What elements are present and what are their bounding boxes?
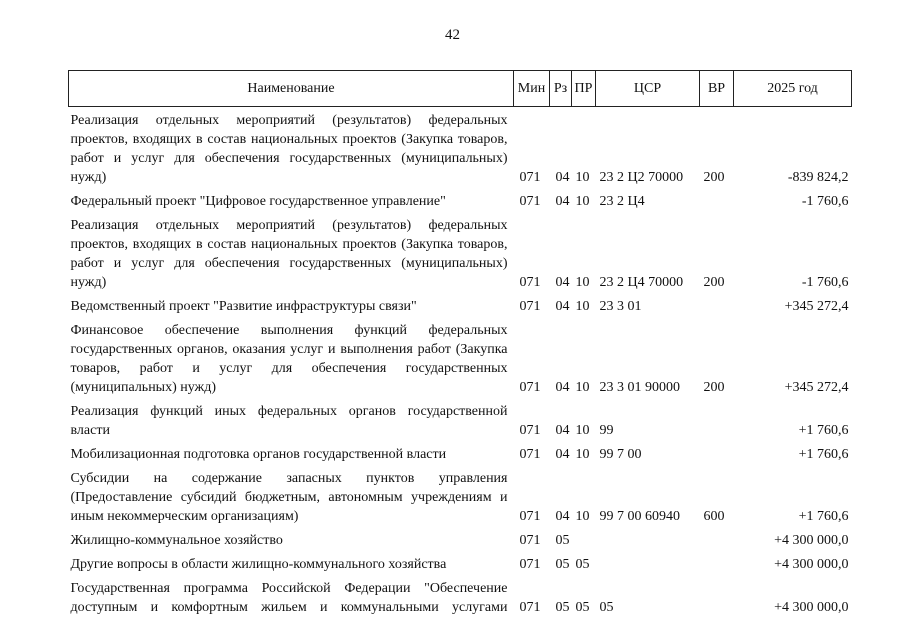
row-amount: -839 824,2 xyxy=(787,170,849,185)
row-min: 071 xyxy=(519,557,541,572)
header-name: Наименование xyxy=(69,71,514,107)
header-csr: ЦСР xyxy=(596,71,700,107)
row-pr: 10 xyxy=(575,170,590,185)
row-vr xyxy=(700,187,734,211)
row-vr xyxy=(700,526,734,550)
row-csr: 23 3 01 90000 xyxy=(599,380,680,395)
row-pr: 05 xyxy=(575,600,590,615)
row-vr: 200 xyxy=(703,380,725,395)
row-csr xyxy=(596,550,700,574)
row-amount: +4 300 000,0 xyxy=(774,557,849,572)
table-row xyxy=(69,292,852,316)
table-row xyxy=(69,211,852,292)
row-name: Реализация отдельных мероприятий (результатов) федеральных проектов, входящих в состав национальных проектов (Закупка товаров, работ и услуг для обеспечения государственных (муниципальных) нужд) xyxy=(70,113,508,185)
row-rz: 04 xyxy=(555,380,570,395)
row-csr: 05 xyxy=(599,600,614,615)
row-vr xyxy=(700,550,734,574)
row-pr: 10 xyxy=(575,509,590,524)
row-rz: 04 xyxy=(555,509,570,524)
row-name: Реализация функций иных федеральных органов государственной власти xyxy=(70,404,508,438)
row-rz: 04 xyxy=(555,275,570,290)
row-csr: 99 7 00 xyxy=(599,447,642,462)
table-row xyxy=(69,187,852,211)
table-row xyxy=(69,574,852,617)
row-vr: 600 xyxy=(703,509,725,524)
table-row xyxy=(69,316,852,397)
row-rz: 05 xyxy=(555,600,570,615)
row-min: 071 xyxy=(519,194,541,209)
row-min: 071 xyxy=(519,509,541,524)
header-rz: Рз xyxy=(550,71,572,107)
row-name: Другие вопросы в области жилищно-коммунального хозяйства xyxy=(70,557,447,572)
table-header-row xyxy=(69,71,852,107)
row-csr: 99 xyxy=(599,423,614,438)
row-rz: 05 xyxy=(555,557,570,572)
row-csr xyxy=(596,526,700,550)
row-rz: 04 xyxy=(555,447,570,462)
table-row xyxy=(69,464,852,526)
row-name: Федеральный проект "Цифровое государственное управление" xyxy=(70,194,446,209)
row-csr: 23 2 Ц4 xyxy=(599,194,645,209)
row-min: 071 xyxy=(519,275,541,290)
row-rz: 04 xyxy=(555,299,570,314)
table-row xyxy=(69,397,852,440)
row-pr: 10 xyxy=(575,423,590,438)
row-amount: -1 760,6 xyxy=(801,275,849,290)
row-amount: +4 300 000,0 xyxy=(774,600,849,615)
header-vr: ВР xyxy=(700,71,734,107)
row-rz: 04 xyxy=(555,170,570,185)
table-row xyxy=(69,440,852,464)
row-vr: 200 xyxy=(703,275,725,290)
row-min: 071 xyxy=(519,299,541,314)
row-min: 071 xyxy=(519,380,541,395)
row-rz: 04 xyxy=(555,423,570,438)
header-year: 2025 год xyxy=(734,71,852,107)
row-amount: +345 272,4 xyxy=(784,380,849,395)
header-pr: ПР xyxy=(572,71,596,107)
row-pr: 05 xyxy=(575,557,590,572)
row-amount: +345 272,4 xyxy=(784,299,849,314)
row-amount: +1 760,6 xyxy=(798,509,849,524)
row-vr xyxy=(700,292,734,316)
row-vr: 200 xyxy=(703,170,725,185)
row-csr: 23 2 Ц2 70000 xyxy=(599,170,684,185)
row-name: Ведомственный проект "Развитие инфраструктуры связи" xyxy=(70,299,417,314)
row-min: 071 xyxy=(519,447,541,462)
row-rz: 04 xyxy=(555,194,570,209)
row-csr: 23 2 Ц4 70000 xyxy=(599,275,684,290)
row-pr xyxy=(572,526,596,550)
row-name: Мобилизационная подготовка органов государственной власти xyxy=(70,447,447,462)
row-pr: 10 xyxy=(575,275,590,290)
row-name: Финансовое обеспечение выполнения функций федеральных государственных органов, оказания услуг и выполнения работ (Закупка товаров, работ и услуг для обеспечения государственных (муниципальных) нужд) xyxy=(70,323,508,395)
budget-table xyxy=(68,70,852,617)
row-name: Государственная программа Российской Федерации "Обеспечение доступным и комфортным жильем и коммунальными услугами xyxy=(70,581,508,615)
row-amount: +4 300 000,0 xyxy=(774,533,849,548)
row-csr: 99 7 00 60940 xyxy=(599,509,680,524)
row-amount: -1 760,6 xyxy=(801,194,849,209)
row-vr xyxy=(700,574,734,617)
row-name: Субсидии на содержание запасных пунктов управления (Предоставление субсидий бюджетным, автономным учреждениям и иным некоммерческим организациям) xyxy=(70,471,508,524)
row-vr xyxy=(700,397,734,440)
row-vr xyxy=(700,440,734,464)
row-min: 071 xyxy=(519,600,541,615)
row-min: 071 xyxy=(519,423,541,438)
row-rz: 05 xyxy=(555,533,570,548)
row-csr: 23 3 01 xyxy=(599,299,642,314)
row-pr: 10 xyxy=(575,194,590,209)
row-min: 071 xyxy=(519,533,541,548)
table-row xyxy=(69,526,852,550)
page-number: 42 xyxy=(445,27,460,43)
row-pr: 10 xyxy=(575,447,590,462)
row-pr: 10 xyxy=(575,299,590,314)
row-pr: 10 xyxy=(575,380,590,395)
table-row xyxy=(69,550,852,574)
row-name: Жилищно-коммунальное хозяйство xyxy=(70,533,283,548)
row-min: 071 xyxy=(519,170,541,185)
table-row xyxy=(69,107,852,188)
row-amount: +1 760,6 xyxy=(798,423,849,438)
row-amount: +1 760,6 xyxy=(798,447,849,462)
header-min: Мин xyxy=(514,71,550,107)
row-name: Реализация отдельных мероприятий (результатов) федеральных проектов, входящих в состав национальных проектов (Закупка товаров, работ и услуг для обеспечения государственных (муниципальных) нужд) xyxy=(70,218,508,290)
